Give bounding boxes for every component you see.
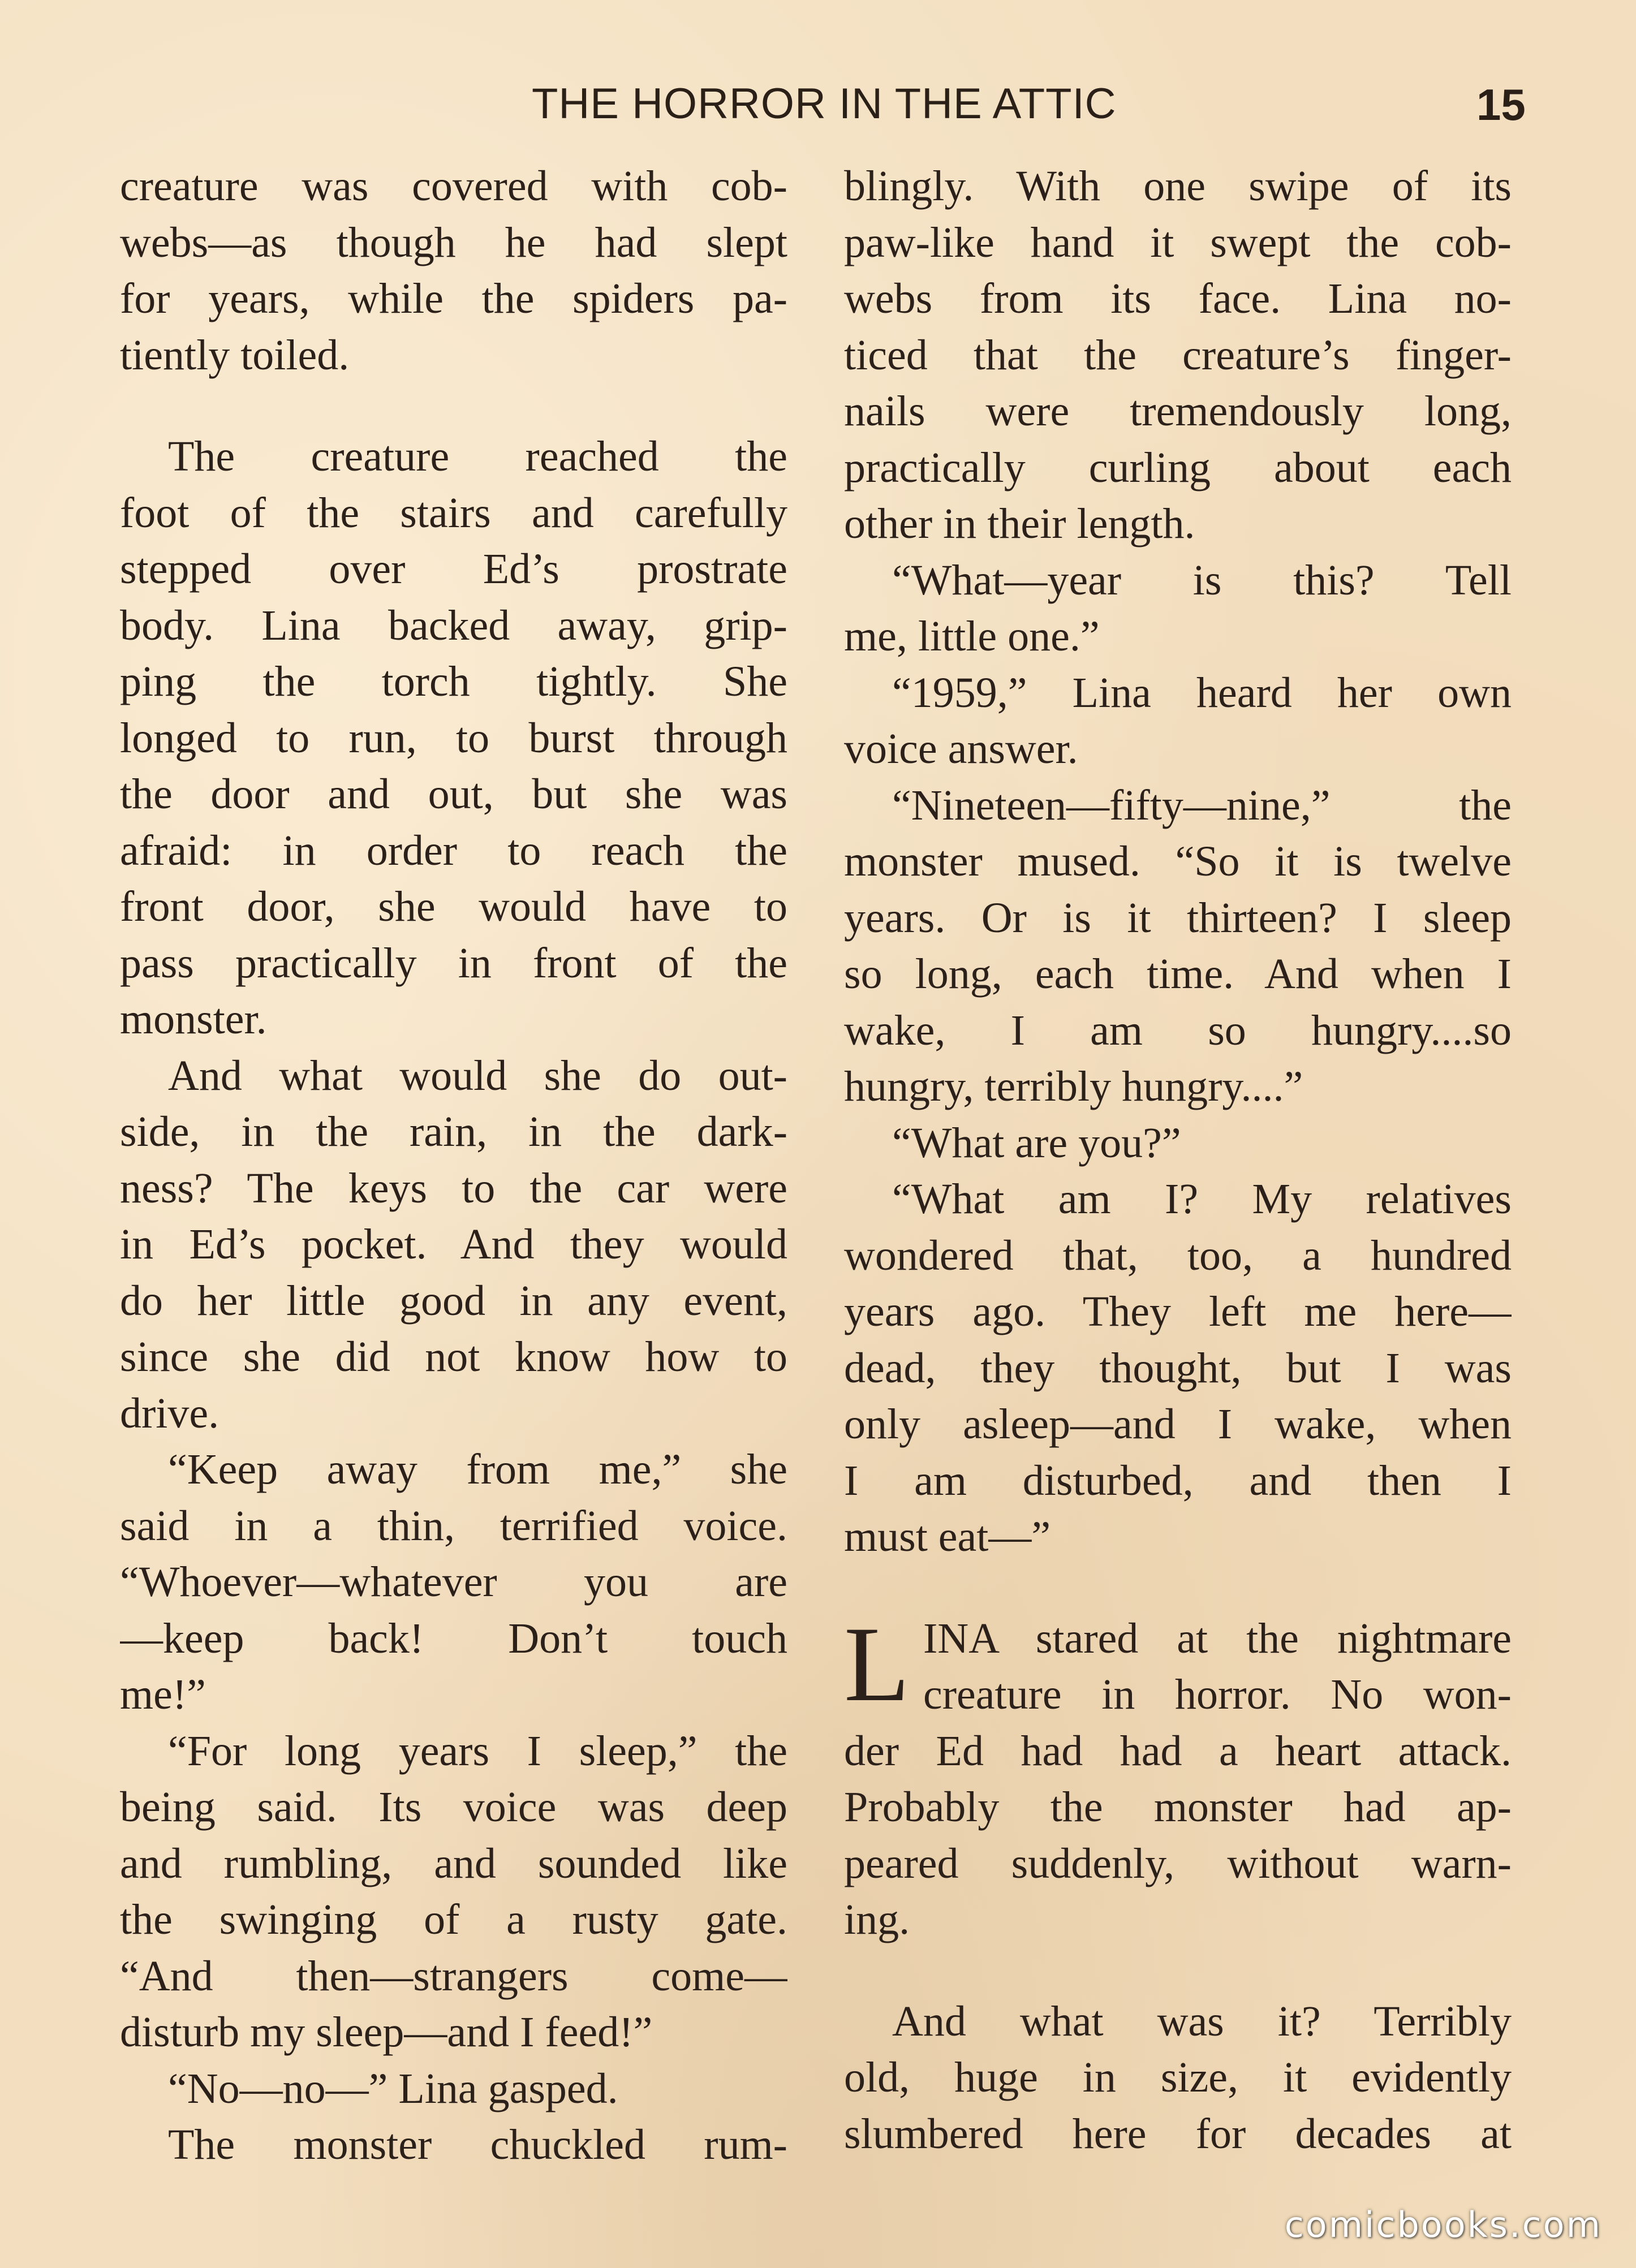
page-number: 15 [1476,80,1526,130]
text-line: for years, while the spiders pa- [120,275,787,322]
running-title: THE HORROR IN THE ATTIC [532,80,1117,128]
paragraph [120,1048,787,1442]
paragraph [844,1994,1512,2163]
text-line: webs—as though he had slept [120,218,787,266]
text-line: in Ed’s pocket. And they would [120,1221,787,1268]
text-line: foot of the stairs and carefully [120,489,787,537]
paragraph [844,778,1512,1115]
text-line: blingly. With one swipe of its [844,162,1512,210]
text-line: wondered that, too, a hundred [844,1231,1512,1279]
text-line: practically curling about each [844,443,1512,491]
text-line: body. Lina backed away, grip- [120,601,787,649]
drop-cap-paragraph [844,1605,1512,1948]
text-line: webs from its face. Lina no- [844,275,1512,322]
text-line: “1959,” Lina heard her own [892,669,1512,717]
drop-cap: L [844,1605,910,1724]
text-line: creature was covered with cob- [120,162,787,210]
watermark: comicbooks.com [1284,2204,1602,2245]
text-line: since she did not know how to [120,1333,787,1381]
text-line: “Keep away from me,” she [168,1446,787,1493]
page-header [0,79,1636,136]
paragraph [120,429,787,1048]
paragraph [844,1171,1512,1566]
section-break [120,383,787,429]
paragraph [844,1115,1512,1172]
text-line: “What am I? My relatives [892,1175,1512,1223]
text-line: “No—no—” Lina gasped. [168,2064,618,2112]
text-line: other in their length. [844,500,1195,547]
text-line: peared suddenly, without warn- [844,1839,1512,1887]
text-line: hungry, terribly hungry....” [844,1063,1303,1110]
text-line: stepped over Ed’s prostrate [120,545,787,593]
text-line: years ago. They left me here— [844,1288,1512,1335]
text-line: ness? The keys to the car were [120,1164,787,1212]
text-line: front door, she would have to [120,883,787,930]
text-line: I am disturbed, and then I [844,1456,1512,1504]
text-line: ping the torch tightly. She [120,658,787,705]
text-line: And what was it? Terribly [892,1997,1512,2045]
paragraph [844,665,1512,778]
text-line: do her little good in any event, [120,1277,787,1325]
paragraph [844,158,1512,553]
text-line: must eat—” [844,1513,1051,1560]
text-line: the door and out, but she was [120,770,787,818]
paragraph [120,2061,787,2118]
text-line: ticed that the creature’s finger- [844,331,1512,379]
text-line: nails were tremendously long, [844,387,1512,435]
text-line: me, little one.” [844,613,1100,660]
text-line: “What—year is this? Tell [892,556,1512,604]
text-line: and rumbling, and sounded like [120,1839,787,1887]
text-line: slumbered here for decades at [844,2110,1512,2158]
text-line: afraid: in order to reach the [120,826,787,874]
text-line: “And then—strangers come— [120,1952,787,2000]
text-line: voice answer. [844,725,1078,773]
text-line: The creature reached the [168,433,787,480]
paragraph [120,2117,787,2174]
text-line: the swinging of a rusty gate. [120,1896,787,1943]
text-line: ing. [844,1896,910,1943]
left-column [120,158,787,2174]
right-column [844,158,1512,2162]
text-line: —keep back! Don’t touch [120,1614,787,1662]
text-line: monster mused. “So it is twelve [844,838,1512,885]
text-line: der Ed had had a heart attack. [844,1727,1512,1775]
text-line: “For long years I sleep,” the [168,1727,787,1775]
text-line: pass practically in front of the [120,939,787,987]
text-line: Probably the monster had ap- [844,1783,1512,1831]
text-line: monster. [120,995,267,1043]
text-line: years. Or is it thirteen? I sleep [844,894,1512,942]
paragraph [120,1442,787,1723]
paragraph [844,553,1512,665]
text-line: drive. [120,1389,219,1437]
text-line: old, huge in size, it evidently [844,2054,1512,2101]
text-line: dead, they thought, but I was [844,1344,1512,1392]
text-line: “What are you?” [892,1119,1181,1167]
text-line: side, in the rain, in the dark- [120,1108,787,1155]
text-line: longed to run, to burst through [120,714,787,762]
text-line: “Whoever—whatever you are [120,1558,787,1606]
text-line: wake, I am so hungry....so [844,1006,1512,1054]
text-line: tiently toiled. [120,331,350,379]
section-break [844,1948,1512,1994]
text-line: so long, each time. And when I [844,950,1512,998]
text-line: said in a thin, terrified voice. [120,1502,787,1550]
text-line: me!” [120,1671,206,1718]
section-break [844,1566,1512,1611]
paragraph [120,1723,787,2061]
text-line: paw-like hand it swept the cob- [844,218,1512,266]
paragraph [120,158,787,383]
text-line: The monster chuckled rum- [168,2121,787,2168]
text-line: And what would she do out- [168,1051,787,1099]
text-line: disturb my sleep—and I feed!” [120,2008,653,2056]
text-line: creature in horror. No won- [923,1671,1512,1718]
text-line: only asleep—and I wake, when [844,1400,1512,1448]
text-line: “Nineteen—fifty—nine,” the [892,781,1512,829]
text-line: INA stared at the nightmare [923,1614,1512,1662]
text-line: being said. Its voice was deep [120,1783,787,1831]
